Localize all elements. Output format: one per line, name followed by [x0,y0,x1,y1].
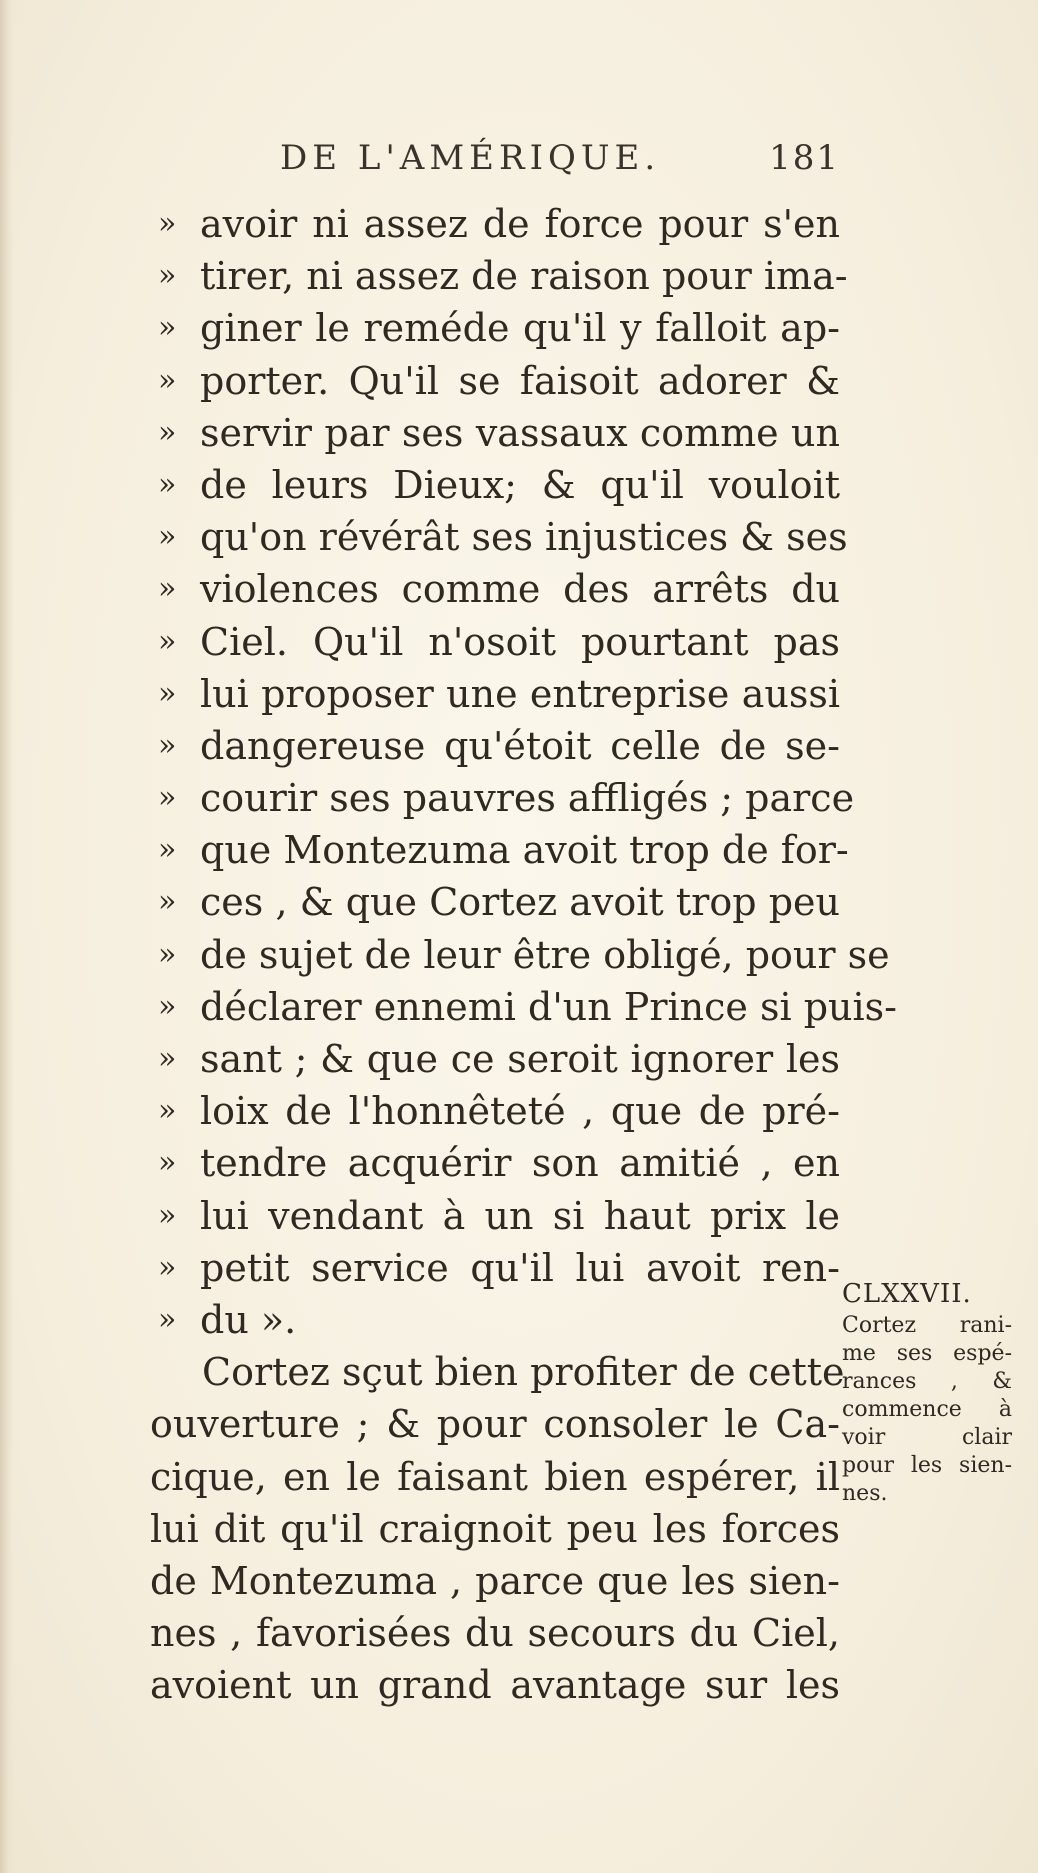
quoted-line: » lui vendant à un si haut prix le [150,1190,840,1242]
paragraph-line: nes , favorisées du secours du Ciel, [150,1611,840,1656]
margin-note-line: rances , & [842,1369,1012,1394]
margin-note-line: pour les sien- [842,1453,1012,1478]
margin-note-number: CLXXVII. [842,1279,972,1309]
paragraph-line: Cortez sçut bien profiter de cette [202,1350,845,1395]
quoted-line: » petit service qu'il lui avoit ren- [150,1242,840,1294]
body-text [150,198,898,1711]
page-number: 181 [769,138,840,178]
margin-note-line: nes. [842,1481,888,1506]
paragraph-line: cique, en le faisant bien espérer, il [150,1454,840,1499]
paragraph-line: avoient un grand avantage sur les [150,1663,840,1708]
margin-note [842,1280,1012,1508]
quoted-line: » lui proposer une entreprise aussi [150,668,840,720]
quoted-line: » tirer, ni assez de raison pour ima- [150,250,840,302]
page-gutter [0,0,14,1873]
quoted-line: » tendre acquérir son amitié , en [150,1137,840,1189]
quoted-line: » qu'on révérât ses injustices & ses [150,511,840,563]
margin-note-line: Cortez rani- [842,1313,1012,1338]
margin-note-line: voir clair [842,1425,1012,1450]
quoted-line: » ces , & que Cortez avoit trop peu [150,876,840,928]
quoted-line: » de sujet de leur être obligé, pour se [150,929,840,981]
quoted-line: » Ciel. Qu'il n'osoit pourtant pas [150,616,840,668]
quoted-line: » servir par ses vassaux comme un [150,407,840,459]
quoted-line: » dangereuse qu'étoit celle de se- [150,720,840,772]
quoted-line: » de leurs Dieux; & qu'il vouloit [150,459,840,511]
paragraph-line: lui dit qu'il craignoit peu les forces [150,1506,840,1551]
quoted-line: » sant ; & que ce seroit ignorer les [150,1033,840,1085]
quoted-line: » déclarer ennemi d'un Prince si puis- [150,981,840,1033]
quoted-line: » courir ses pauvres affligés ; parce [150,772,840,824]
margin-note-line: commence à [842,1397,1012,1422]
quoted-line: » violences comme des arrêts du [150,563,840,615]
quoted-line: » giner le reméde qu'il y falloit ap- [150,302,840,354]
quoted-line: » loix de l'honnêteté , que de pré- [150,1085,840,1137]
quoted-line: » avoir ni assez de force pour s'en [150,198,840,250]
quoted-line: » que Montezuma avoit trop de for- [150,824,840,876]
running-head-title: DE L'AMÉRIQUE. [280,138,661,178]
running-head [280,138,840,198]
paragraph-line: de Montezuma , parce que les sien- [150,1558,840,1603]
quoted-line: » du ». [150,1294,840,1346]
quoted-line: » porter. Qu'il se faisoit adorer & [150,355,840,407]
paragraph-line: ouverture ; & pour consoler le Ca- [150,1402,840,1447]
margin-note-line: me ses espé- [842,1341,1012,1366]
